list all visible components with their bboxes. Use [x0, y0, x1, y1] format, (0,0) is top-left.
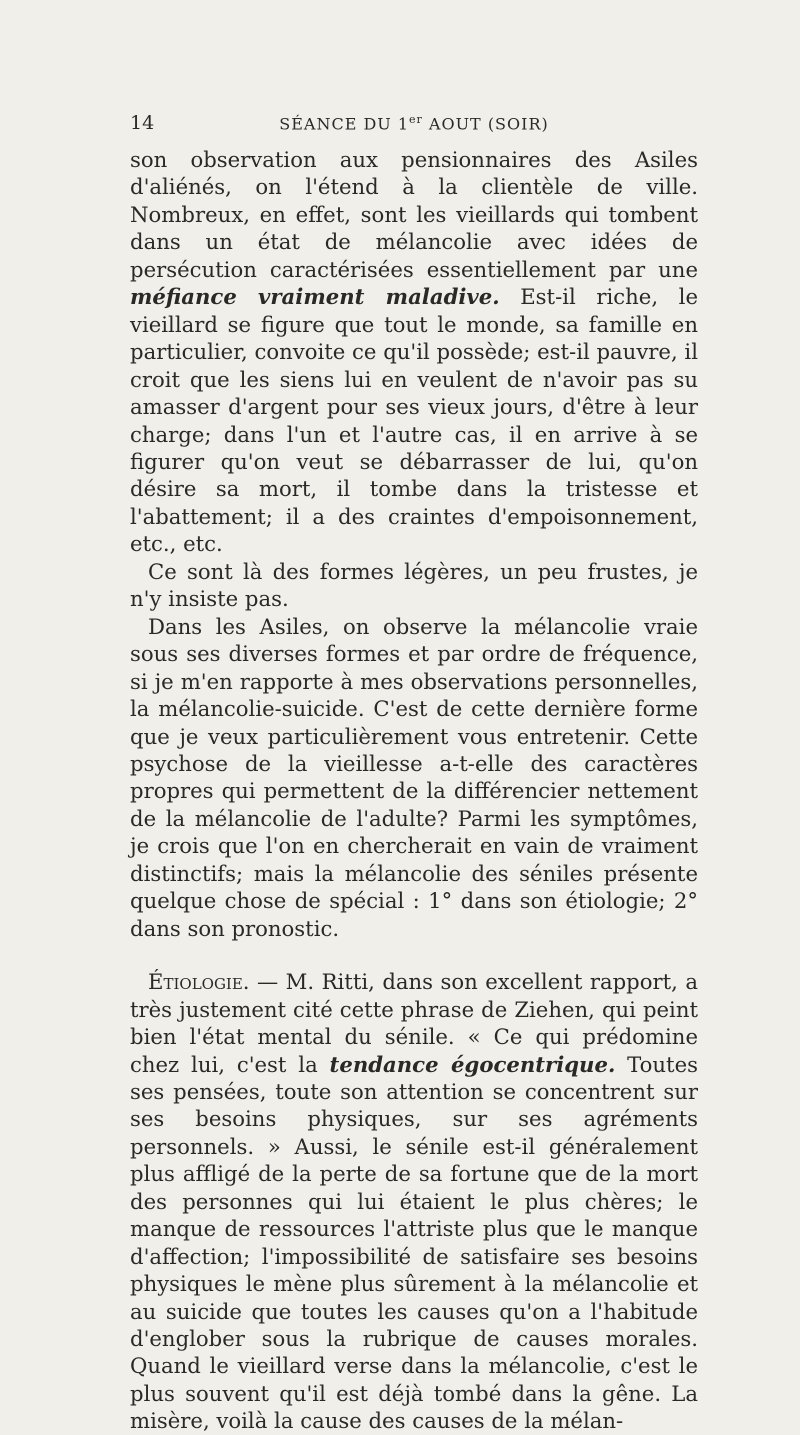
running-head-superscript: er	[409, 113, 423, 126]
paragraph-1-text-a: son observation aux pensionnaires des Asiles d'aliénés, on l'étend à la clientèle de ville. Nombreux, en effet, sont les vieillards qui tombent dans un état de mélancolie avec idées de persécution caractérisées essentiellement par une	[130, 147, 698, 282]
paragraph-2: Ce sont là des formes légères, un peu frustes, je n'y insiste pas.	[130, 558, 698, 612]
paragraph-1	[130, 146, 698, 558]
paragraph-3: Dans les Asiles, on observe la mélancolie vraie sous ses diverses formes et par ordre de fréquence, si je m'en rapporte à mes observations personnelles, la mélancolie-suicide. C'est de cette dernière forme que je veux particulièrement vous entretenir. Cette psychose de la vieillesse a-t-elle des caractères propres qui permettent de la différencier nettement de la mélancolie de l'adulte? Parmi les symptômes, je crois que l'on en chercherait en vain de vraiment distinctifs; mais la mélancolie des séniles présente quelque chose de spécial : 1° dans son étiologie; 2° dans son pronostic.	[130, 613, 698, 941]
running-head-text-end: AOUT (SOIR)	[422, 114, 549, 134]
paragraph-4-text-a: — M. Ritti, dans son excellent rapport, a très justement cité cette phrase de Ziehen, qui peint bien l'état mental du sénile. « Ce qui prédomine chez lui, c'est la	[130, 969, 698, 1077]
running-head	[130, 113, 698, 133]
paragraph-1-emphasis: méfiance vraiment maladive.	[130, 284, 500, 310]
paragraph-1-text-b: Est-il riche, le vieillard se figure que tout le monde, sa famille en particulier, convoite ce qu'il possède; est-il pauvre, il croit que les siens lui en veulent de n'avoir pas su amasser d'argent pour ses vieux jours, d'être à leur charge; dans l'un et l'autre cas, il en arrive à se figurer qu'on veut se débarrasser de lui, qu'on désire sa mort, il tombe dans la tristesse et l'abattement; il a des craintes d'empoisonnement, etc., etc.	[130, 284, 698, 557]
running-head-text: SÉANCE DU 1	[279, 114, 410, 134]
body-text	[130, 146, 698, 1435]
paragraph-4-text-b: Toutes ses pensées, toute son attention se concentrent sur ses besoins physiques, sur ses agréments personnels. » Aussi, le sénile est-il généralement plus affligé de la perte de sa fortune que de la mort des personnes qui lui étaient le plus chères; le manque de ressources l'attriste plus que le manque d'affection; l'impossibilité de satisfaire ses besoins physiques le mène plus sûrement à la mélancolie et au suicide que toutes les causes qu'on a l'habitude d'englober sous la rubrique de causes morales. Quand le vieillard verse dans la mélancolie, c'est le plus souvent qu'il est déjà tombé dans la gêne. La misère, voilà la cause des causes de la mélan-	[130, 1051, 698, 1434]
section-heading: Étiologie.	[148, 969, 250, 995]
page-header	[130, 112, 698, 140]
section-gap	[130, 942, 698, 968]
page-number: 14	[130, 112, 155, 134]
paragraph-4-emphasis: tendance égocentrique.	[329, 1051, 616, 1077]
paragraph-4	[130, 968, 698, 1435]
